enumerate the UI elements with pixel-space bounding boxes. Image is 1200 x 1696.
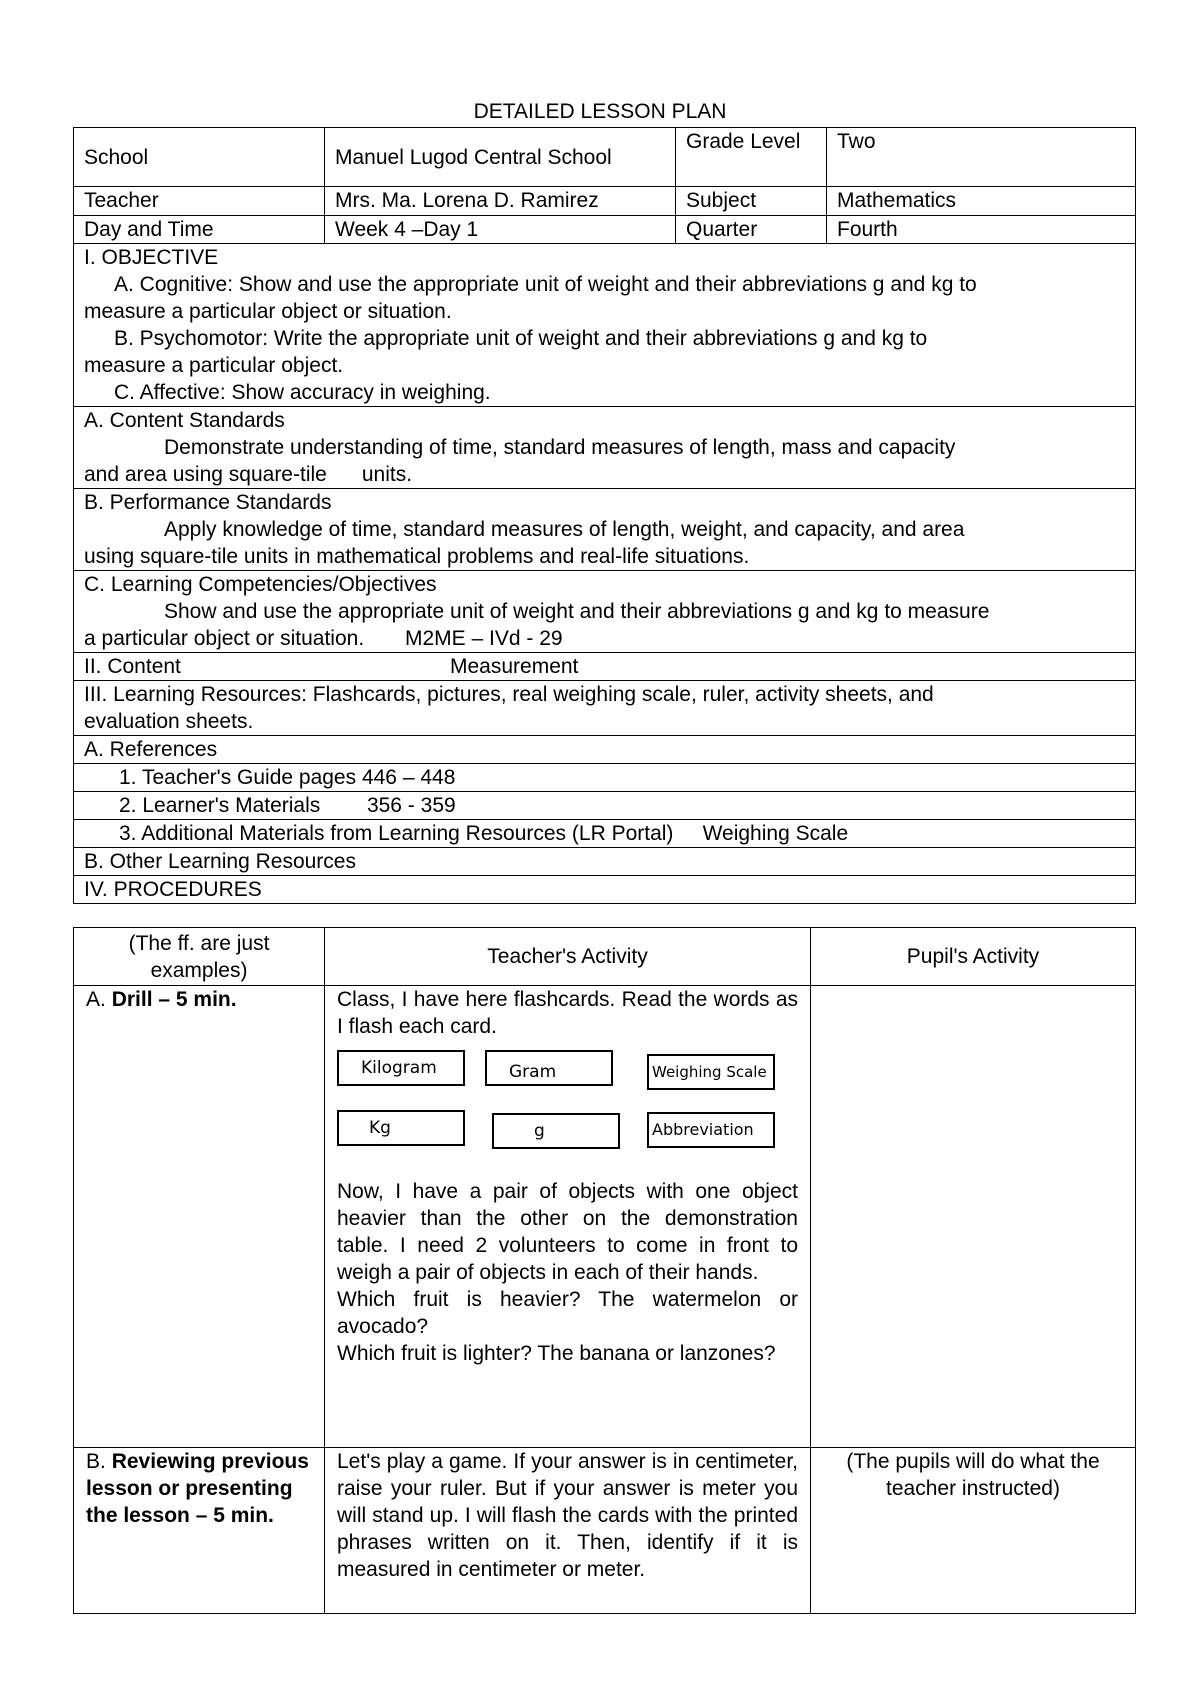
col-header-examples: (The ff. are just examples) xyxy=(74,928,325,986)
quarter-label: Quarter xyxy=(676,216,827,244)
objective-c: C. Affective: Show accuracy in weighing. xyxy=(114,381,491,404)
objective-section xyxy=(74,244,1136,407)
flashcards xyxy=(337,1050,798,1178)
grade-label: Grade Level xyxy=(676,128,827,187)
drill-prefix: A. xyxy=(86,988,112,1011)
review-teacher-activity: Let's play a game. If your answer is in centimeter, raise your ruler. But if your answer is meter you will stand up. I will flash the cards with the printed phrases written on it. Then, identify if it is measured in centimeter or meter. xyxy=(325,1448,811,1614)
school-value: Manuel Lugod Central School xyxy=(325,128,676,187)
content-label: II. Content xyxy=(84,655,181,678)
day-label: Day and Time xyxy=(74,216,325,244)
flashcard-kg: Kg xyxy=(337,1110,465,1146)
content-value: Measurement xyxy=(450,655,579,678)
references-heading: A. References xyxy=(74,736,1136,764)
content-row xyxy=(74,653,1136,681)
col-header-pupil: Pupil's Activity xyxy=(811,928,1136,986)
content-standards-line1: Demonstrate understanding of time, standard measures of length, mass and capacity xyxy=(164,436,956,459)
content-standards-heading: A. Content Standards xyxy=(84,409,285,432)
resources-line2: evaluation sheets. xyxy=(84,710,254,733)
grade-value: Two xyxy=(827,128,1136,187)
objective-b: B. Psychomotor: Write the appropriate unit of weight and their abbreviations g and kg to xyxy=(114,327,928,350)
drill-pupil-cell xyxy=(811,986,1136,1448)
subject-label: Subject xyxy=(676,187,827,216)
drill-intro: Class, I have here flashcards. Read the words as I flash each card. xyxy=(337,988,798,1038)
performance-standards-heading: B. Performance Standards xyxy=(84,491,332,514)
flashcard-g: g xyxy=(492,1113,620,1149)
teacher-label: Teacher xyxy=(74,187,325,216)
teacher-value: Mrs. Ma. Lorena D. Ramirez xyxy=(325,187,676,216)
objective-a-cont: measure a particular object or situation. xyxy=(84,300,452,323)
procedures-table xyxy=(73,927,1136,1614)
info-table xyxy=(73,127,1136,244)
procedures-header-row xyxy=(74,928,1136,986)
drill-row xyxy=(74,986,1136,1448)
reference-item-1: 1. Teacher's Guide pages 446 – 448 xyxy=(74,764,1136,792)
flashcard-weighing-scale: Weighing Scale xyxy=(647,1054,775,1090)
performance-standards-section xyxy=(74,489,1136,571)
reference-item-3: 3. Additional Materials from Learning Resources (LR Portal) Weighing Scale xyxy=(74,820,1136,848)
drill-label: Drill – 5 min. xyxy=(111,988,237,1011)
objective-b-cont: measure a particular object. xyxy=(84,354,344,377)
procedures-heading: IV. PROCEDURES xyxy=(74,876,1136,904)
content-standards-line2: and area using square-tile units. xyxy=(84,463,413,486)
flashcard-abbreviation: Abbreviation xyxy=(647,1112,775,1148)
school-label: School xyxy=(74,128,325,187)
review-prefix: B. xyxy=(86,1450,112,1473)
competencies-line1: Show and use the appropriate unit of weight and their abbreviations g and kg to measure xyxy=(164,600,990,623)
drill-paragraph: Now, I have a pair of objects with one object heavier than the other on the demonstration table. I need 2 volunteers to come in front to weigh a pair of objects in each of their hands. xyxy=(337,1180,798,1284)
drill-question-2: Which fruit is lighter? The banana or lanzones? xyxy=(337,1342,776,1365)
resources-line1: III. Learning Resources: Flashcards, pictures, real weighing scale, ruler, activity sheets, and xyxy=(84,683,934,706)
objective-heading: I. OBJECTIVE xyxy=(84,246,219,269)
competencies-heading: C. Learning Competencies/Objectives xyxy=(84,573,437,596)
objective-a: A. Cognitive: Show and use the appropriate unit of weight and their abbreviations g and kg to xyxy=(114,273,977,296)
flashcard-gram: Gram xyxy=(485,1050,613,1086)
review-label: Reviewing previous lesson or presenting the lesson – 5 min. xyxy=(86,1450,309,1527)
review-pupil-activity: (The pupils will do what the teacher instructed) xyxy=(811,1448,1136,1614)
performance-standards-line1: Apply knowledge of time, standard measures of length, weight, and capacity, and area xyxy=(164,518,965,541)
performance-standards-line2: using square-tile units in mathematical problems and real-life situations. xyxy=(84,545,750,568)
subject-value: Mathematics xyxy=(827,187,1136,216)
competencies-line2: a particular object or situation. M2ME – IVd - 29 xyxy=(84,627,563,650)
col-header-teacher: Teacher's Activity xyxy=(325,928,811,986)
flashcard-kilogram: Kilogram xyxy=(337,1050,465,1086)
resources-row xyxy=(74,681,1136,736)
competencies-section xyxy=(74,571,1136,653)
other-resources: B. Other Learning Resources xyxy=(74,848,1136,876)
day-value: Week 4 –Day 1 xyxy=(325,216,676,244)
content-standards-section xyxy=(74,407,1136,489)
reference-item-2: 2. Learner's Materials 356 - 359 xyxy=(74,792,1136,820)
quarter-value: Fourth xyxy=(827,216,1136,244)
drill-question-1: Which fruit is heavier? The watermelon or avocado? xyxy=(337,1288,798,1338)
main-table xyxy=(73,243,1136,904)
review-row xyxy=(74,1448,1136,1614)
page-title: DETAILED LESSON PLAN xyxy=(473,100,727,123)
